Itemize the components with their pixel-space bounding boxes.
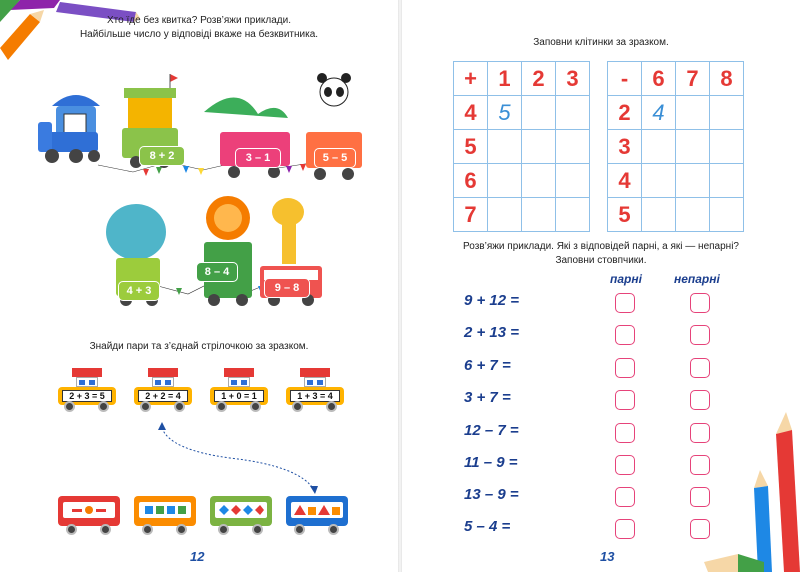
sample-arrow-icon: [150, 420, 330, 500]
grid-cell[interactable]: [676, 130, 710, 164]
even-answer-box[interactable]: [615, 293, 635, 313]
wagon-red: [58, 496, 120, 538]
grid-row-header: 7: [454, 198, 488, 232]
exercise: 3 + 7 =: [464, 389, 511, 406]
instruction-line: Хто їде без квитка? Розв’яжи приклади.: [106, 15, 291, 26]
car-equation: [210, 368, 268, 414]
train-expression-sign: 8 – 4: [196, 262, 238, 282]
grid-cell[interactable]: [556, 164, 590, 198]
column-header-even: парні: [610, 272, 642, 286]
car-equation-text: 2 + 2 = 4: [138, 390, 188, 402]
odd-answer-box[interactable]: [690, 325, 710, 345]
grid-cell[interactable]: [710, 96, 744, 130]
car-equation: [134, 368, 192, 414]
even-answer-box[interactable]: [615, 390, 635, 410]
odd-answer-box[interactable]: [690, 358, 710, 378]
grid-row-header: 5: [454, 130, 488, 164]
exercise: 12 – 7 =: [464, 422, 519, 439]
grid-row-header: 3: [608, 130, 642, 164]
grid-cell[interactable]: [676, 164, 710, 198]
subtraction-grid: [607, 61, 744, 232]
shapes-icon: [142, 504, 188, 516]
grid-cell[interactable]: [676, 198, 710, 232]
grid-cell[interactable]: [556, 198, 590, 232]
exercise: 9 + 12 =: [464, 292, 520, 309]
grid-cell[interactable]: [710, 130, 744, 164]
exercise: 6 + 7 =: [464, 357, 511, 374]
instruction-line: Найбільше число у відповіді вкаже на безквитника.: [79, 29, 319, 40]
grid-row-header: 4: [608, 164, 642, 198]
even-answer-box[interactable]: [615, 423, 635, 443]
car-equation-text: 1 + 3 = 4: [290, 390, 340, 402]
grid-cell[interactable]: [710, 164, 744, 198]
exercise: 13 – 9 =: [464, 486, 519, 503]
grid-cell[interactable]: [710, 198, 744, 232]
left-page: [0, 0, 398, 572]
wagon-orange: [134, 496, 196, 538]
page-number: 13: [600, 549, 615, 564]
addition-grid: [453, 61, 590, 232]
grid-column-header: 1: [488, 62, 522, 96]
train-expression-sign: 5 – 5: [314, 148, 356, 168]
grid-cell[interactable]: [488, 130, 522, 164]
grid-column-header: 8: [710, 62, 744, 96]
wagon-blue: [286, 496, 348, 538]
pencils-decoration-icon: [668, 412, 800, 572]
animal-train-top: [38, 70, 368, 195]
even-answer-box[interactable]: [615, 487, 635, 507]
grid-column-header: 3: [556, 62, 590, 96]
grid-column-header: 7: [676, 62, 710, 96]
even-answer-box[interactable]: [615, 358, 635, 378]
instruction-fill-cells: Заповни клітинки за зразком.: [533, 37, 669, 48]
even-answer-box[interactable]: [615, 519, 635, 539]
instruction-find-pairs: Знайди пари та з’єднай стрілочкою за зразком.: [89, 341, 309, 352]
grid-cell[interactable]: [488, 198, 522, 232]
exercise: 11 – 9 =: [464, 454, 518, 471]
grid-cell[interactable]: [556, 96, 590, 130]
exercise: 2 + 13 =: [464, 324, 520, 341]
grid-cell[interactable]: [642, 164, 676, 198]
car-equation-text: 2 + 3 = 5: [62, 390, 112, 402]
wagon-green: [210, 496, 272, 538]
grid-sample-answer: 5: [488, 96, 522, 130]
car-equation: [286, 368, 344, 414]
shapes-icon: [218, 504, 264, 516]
grid-cell[interactable]: [642, 198, 676, 232]
instruction-even-odd: [402, 240, 800, 268]
grid-column-header: 6: [642, 62, 676, 96]
even-answer-box[interactable]: [615, 455, 635, 475]
grid-operator: -: [608, 62, 642, 96]
grid-cell[interactable]: [522, 164, 556, 198]
grid-row-header: 2: [608, 96, 642, 130]
odd-answer-box[interactable]: [690, 293, 710, 313]
grid-row-header: 4: [454, 96, 488, 130]
grid-cell[interactable]: [522, 96, 556, 130]
instruction-line: Заповни стовпчики.: [555, 255, 647, 266]
page-number: 12: [190, 549, 205, 564]
shapes-icon: [66, 504, 112, 516]
car-equation: [58, 368, 116, 414]
grid-cell[interactable]: [642, 130, 676, 164]
grid-cell[interactable]: [522, 130, 556, 164]
train-expression-sign: 3 – 1: [235, 148, 281, 168]
grid-cell[interactable]: [522, 198, 556, 232]
column-header-odd: непарні: [674, 272, 720, 286]
instruction-line: Розв’яжи приклади. Які з відповідей парні, а які — непарні?: [463, 241, 739, 252]
right-page: [402, 0, 800, 572]
grid-column-header: 2: [522, 62, 556, 96]
grid-cell[interactable]: [676, 96, 710, 130]
train-expression-sign: 9 – 8: [264, 278, 310, 298]
exercise: 5 – 4 =: [464, 518, 511, 535]
grid-row-header: 5: [608, 198, 642, 232]
train-expression-sign: 4 + 3: [118, 281, 160, 301]
grid-operator: +: [454, 62, 488, 96]
shapes-icon: [294, 504, 340, 516]
odd-answer-box[interactable]: [690, 390, 710, 410]
instruction-find-stowaway: [0, 14, 398, 42]
grid-cell[interactable]: [488, 164, 522, 198]
grid-sample-answer: 4: [642, 96, 676, 130]
car-equation-text: 1 + 0 = 1: [214, 390, 264, 402]
grid-cell[interactable]: [556, 130, 590, 164]
even-answer-box[interactable]: [615, 325, 635, 345]
train-expression-sign: 8 + 2: [139, 146, 185, 166]
grid-row-header: 6: [454, 164, 488, 198]
